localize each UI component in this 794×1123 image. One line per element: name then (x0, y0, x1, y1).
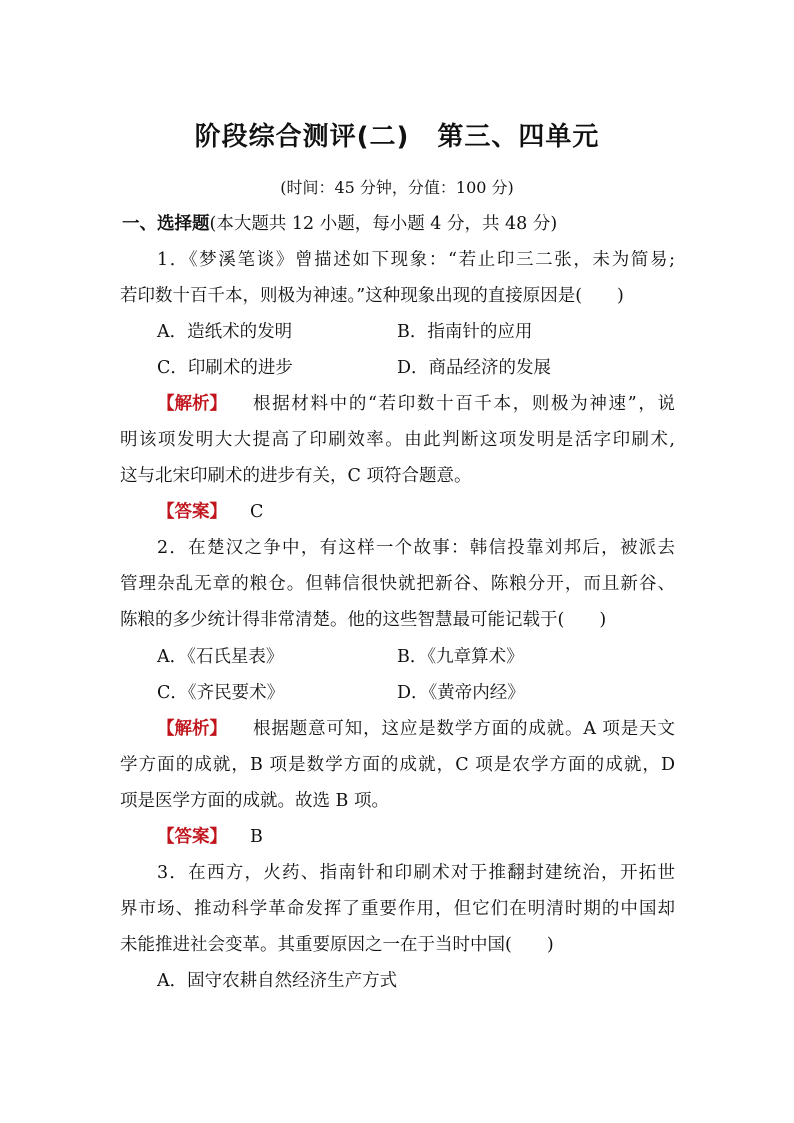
q1-analysis-line2: 明该项发明大大提高了印刷效率。由此判断这项发明是活字印刷术, (120, 430, 675, 450)
q2-analysis-line3: 项是医学方面的成就。故选 B 项。 (120, 791, 389, 811)
q2-analysis-tag: 【解析】 (157, 719, 227, 739)
page-title (0, 116, 794, 153)
q2-answer-tag: 【答案】 (157, 827, 227, 847)
q1-option-a: A．造纸术的发明 (157, 322, 293, 342)
q1-option-d: D．商品经济的发展 (397, 358, 552, 378)
q1-answer: C (250, 502, 264, 522)
q2-stem-line2: 管理杂乱无章的粮仓。但韩信很快就把新谷、陈粮分开，而且新谷、 (120, 574, 675, 594)
q3-stem-line3: 未能推进社会变革。其重要原因之一在于当时中国( ) (120, 935, 554, 955)
q3-stem-line2: 界市场、推动科学革命发挥了重要作用，但它们在明清时期的中国却 (120, 899, 675, 919)
q1-stem-line1: 1．《梦溪笔谈》曾描述如下现象：“若止印三二张，未为简易; (157, 250, 675, 270)
q2-stem-line3: 陈粮的多少统计得非常清楚。他的这些智慧最可能记载于( ) (120, 610, 607, 630)
q2-option-a: A．《石氏星表》 (157, 647, 284, 667)
q2-answer: B (250, 827, 263, 847)
title-part2: 第三、四单元 (437, 122, 600, 152)
title-part1: 阶段综合测评(二) (194, 122, 410, 152)
q2-analysis-line1: 根据题意可知，这应是数学方面的成就。A 项是天文 (253, 719, 675, 739)
q3-option-a: A．固守农耕自然经济生产方式 (157, 971, 398, 991)
q2-option-d: D．《黄帝内经》 (397, 683, 525, 703)
q1-analysis-line1: 根据材料中的“若印数十百千本，则极为神速”，说 (253, 394, 675, 414)
section-heading (122, 213, 557, 235)
q3-stem-line1: 3．在西方，火药、指南针和印刷术对于推翻封建统治，开拓世 (157, 863, 675, 883)
section-heading-label: 一、选择题 (122, 214, 210, 234)
q2-stem-line1: 2．在楚汉之争中，有这样一个故事：韩信投靠刘邦后，被派去 (157, 538, 675, 558)
q1-option-c: C．印刷术的进步 (157, 358, 293, 378)
exam-info: (时间：45 分钟，分值：100 分) (280, 178, 514, 197)
q2-option-c: C．《齐民要术》 (157, 683, 285, 703)
q1-answer-tag: 【答案】 (157, 502, 227, 522)
section-heading-note: (本大题共 12 小题，每小题 4 分，共 48 分) (209, 214, 558, 234)
q1-analysis-tag: 【解析】 (157, 394, 227, 414)
q1-analysis-line3: 这与北宋印刷术的进步有关，C 项符合题意。 (120, 466, 472, 486)
q2-analysis-line2: 学方面的成就，B 项是数学方面的成就，C 项是农学方面的成就，D (120, 755, 675, 775)
q2-option-b: B．《九章算术》 (397, 647, 524, 667)
q1-stem-line2: 若印数十百千本，则极为神速。”这种现象出现的直接原因是( ) (120, 286, 624, 306)
q1-option-b: B．指南针的应用 (397, 322, 533, 342)
